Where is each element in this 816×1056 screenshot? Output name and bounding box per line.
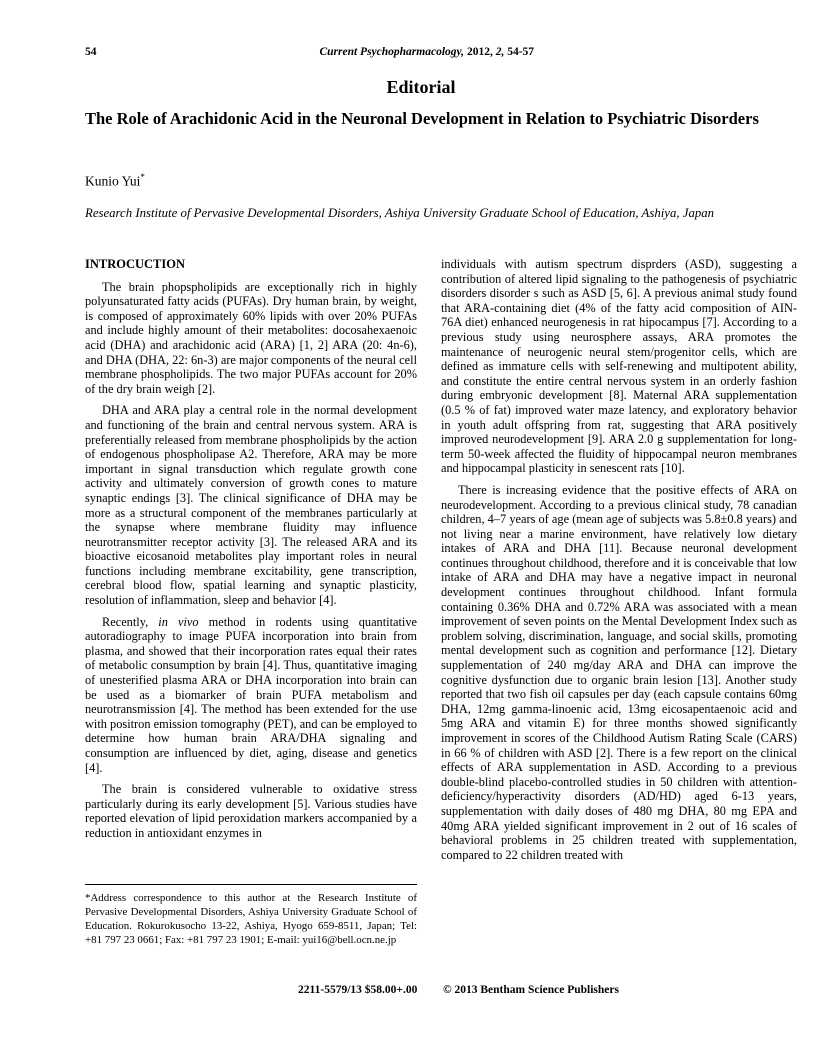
- author-affiliation: Research Institute of Pervasive Developmental Disorders, Ashiya University Graduate School of Education, Ashiya, Japan: [85, 206, 715, 220]
- text-segment: 54-57: [504, 46, 535, 58]
- correspondence-footnote: *Address correspondence to this author at the Research Institute of Pervasive Developmental Disorders, Ashiya University Graduate School of Education. Rokurokusocho 13-22, Ashiya, Hyogo 659-8511, Japan; Tel: +81 797 23 0661; Fax: +81 797 23 1901; E-mail: yui16@bell.ocn.ne.jp: [85, 884, 417, 948]
- text-segment: in vivo: [158, 614, 199, 629]
- text-segment: Current Psychopharmacology,: [319, 46, 465, 58]
- text-segment: individuals with autism spectrum disprders (ASD), suggesting a contribution of altered lipid signaling to the pathogenesis of psychiatric disorders disorder s such as ASD [5, 6]. A previous animal study found that ARA-containing diet (4% of the fatty acid composition of AIN-76A diet) enhanced neurogenesis in rat hipocampus [7]. According to a previous study using neurosphere assays, ARA promotes the maintenance of neurogenic neural stem/progenitor cells, which are defined as immature cells with self-renewing and multipotent ability, and constitute the entire central nervous system in an orderly fashion during embryonic development [8]. Maternal ARA supplementation (0.5 % of fat) improved water maze latency, and exploratory behavior in youth adult offspring from rat, suggesting that ARA positively improved neurodevelopment [9]. ARA 2.0 g supplementation for long-term 50-week affected the fluidity of hippocampal neuron membranes and hippocampal plasticity in senescent rats [10].: [441, 257, 797, 476]
- paragraph: [85, 280, 417, 397]
- left-column: [85, 257, 417, 848]
- text-segment: The brain phopspholipids are exceptionally rich in highly polyunsaturated fatty acids (PUFAs). Dry human brain, by weight, is composed of approximately 60% lipids with over 20% PUFAs and include highly amount of their metabolites: docosahexaenoic acid (DHA) and arachidonic acid (ARA) [1, 2] ARA (20: 4n-6), and DHA (DHA, 22: 6n-3) are major components of the neural cell membrane phospholipids. The two major PUFAs account for 20% of the dry brain weigh [2].: [85, 279, 417, 396]
- author-name: Kunio Yui: [85, 173, 141, 189]
- footer-copyright: © 2013 Bentham Science Publishers: [443, 984, 619, 996]
- text-segment: 2,: [495, 46, 505, 58]
- paragraph: [441, 257, 797, 476]
- paragraph: [441, 483, 797, 862]
- paragraph: [85, 782, 417, 840]
- right-column: [441, 257, 797, 869]
- paragraph: [85, 615, 417, 776]
- text-segment: The brain is considered vulnerable to oxidative stress particularly during its early development [5]. Various studies have reported elevation of lipid peroxidation markers accompanied by a reduction in antioxidant enzymes in: [85, 782, 417, 840]
- text-segment: DHA and ARA play a central role in the normal development and functioning of the brain and central nervous system. ARA is preferentially released from membrane phospholipids by the action of endogenous phospholipase A2. Therefore, ARA may be more important in signal transduction which regulate growth cone activity and ultimately conversion of growth cones to mature synaptic endings [3]. The clinical significance of DHA may be more as a structural component of the membranes particularly at the synapse where membrane fluidity may influence neurotransmitter receptor activity [3]. The released ARA and its bioactive eicosanoid metabolites play important roles in neural functions including membrane excitability, gene transcription, cerebral blood flow, spatial learning and synaptic plasticity, resolution of inflammation, sleep and behavior [4].: [85, 403, 417, 608]
- footer-issn-price: 2211-5579/13 $58.00+.00: [298, 984, 418, 996]
- text-segment: There is increasing evidence that the positive effects of ARA on neurodevelopment. According to a previous clinical study, 78 canadian children, 4–7 years of age (mean age of subjects was 5.8±0.8 years) and not living near a marine environment, have relatively low dietary intakes of ARA and DHA [11]. Because neuronal development continues throughout childhood, therefore and it is conceivable that low intake of ARA and DHA may have a negative impact in neuronal development continues throughout childhood. Infant formula containing 0.36% DHA and 0.72% ARA was associated with a mean improvement of seven points on the Mental Development Index such as problem solving, discrimination, language, and social skills, promoting mental development such as cognition and performance [12]. Dietary supplementation of 240 mg/day ARA and DHA can improve the cognitive dysfunction due to organic brain lesion [13]. Another study reported that two fish oil capsules per day (each capsule contains 60mg DHA, 12mg gamma-linoenic acid, 13mg eicosapentaenoic acid and 5mg ARA and vitamin E) for three months showed significantly improvement in scores of the Childhood Autism Rating Scale (CARS) in 66 % of children with ASD [2]. There is a few report on the clinical effects of ARA supplementation in ASD. According to a previous double-blind placebo-controlled studies in 50 children with attention-deficiency/hyperactivity disorders (AD/HD) aged 6-13 years, supplementation with daily doses of 480 mg DHA, 80 mg EPA and 40mg ARA yielded significant improvement in 2 out of 16 scales of behavioral problems in 25 children treated with supplementation, compared to 22 children treated with: [441, 482, 797, 862]
- text-segment: 2012,: [464, 46, 496, 58]
- journal-citation: [97, 46, 758, 58]
- text-segment: method in rodents using quantitative autoradiography to image PUFA incorporation into brain from plasma, and showed that their incorporation rates equal their rates of metabolic consumption by brain [4]. Thus, quantitative imaging of unesterified plasma ARA or DHA incorporation into brain can be used as a biomarker of brain PUFA metabolism and neurotransmission [4]. The method has been extended for the use with positron emission tomography (PET), and can be employed to determine how human brain ARA/DHA signaling and consumption are influenced by diet, aging, disease and genetics [4].: [85, 614, 418, 775]
- author-line: [85, 172, 145, 190]
- page-number: 54: [85, 46, 97, 58]
- text-segment: Recently,: [102, 614, 159, 629]
- section-label-editorial: Editorial: [386, 77, 456, 97]
- article-title: The Role of Arachidonic Acid in the Neuronal Development in Relation to Psychiatric Disorders: [85, 109, 759, 128]
- author-correspondence-marker: *: [140, 172, 145, 182]
- introduction-heading: INTROCUCTION: [85, 257, 186, 271]
- right-column-body: [441, 257, 797, 862]
- left-column-body: [85, 280, 417, 841]
- running-header: [85, 46, 757, 58]
- paragraph: [85, 403, 417, 607]
